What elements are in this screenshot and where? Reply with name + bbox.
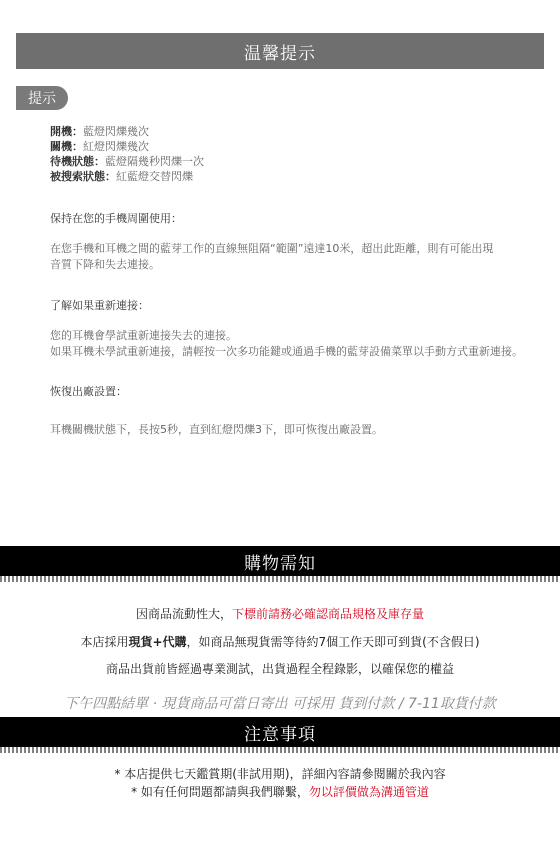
shopping-line-4: 下午四點結單 · 現貨商品可當日寄出 可採用 貨到付款 / 7-11取貨付款 [64, 696, 496, 712]
section-line: 如果耳機未學試重新連接，請輕按一次多功能鍵或通過手機的藍芽設備菜單以手動方式重新連接。 [50, 345, 523, 358]
shopping-line-3: 商品出貨前皆經過專業測試，出貨過程全程錄影，以確保您的權益 [105, 662, 454, 676]
notice-banner [0, 717, 560, 747]
section-heading: 保持在您的手機周圍使用： [50, 212, 182, 225]
section-reset [50, 384, 383, 438]
section-line: 在您手機和耳機之間的藍芽工作的直線無阻隔“範圍”遠達10米，超出此距離，則有可能出現 [50, 242, 494, 255]
page-title-bar [16, 33, 544, 69]
shopping-line-1: 因商品流動性大，下標前請務必確認商品規格及庫存量 [135, 607, 425, 621]
shopping-title: 購物需知 [244, 553, 316, 574]
section-reconnect [50, 298, 523, 360]
shopping-line-2: 本店採用現貨+代購，如商品無現貨需等待約7個工作天即可到貨(不含假日) [80, 635, 480, 649]
led-status-row: 開機：藍燈閃爍幾次 [50, 125, 149, 138]
section-heading: 了解如果重新連接： [50, 299, 149, 312]
section-range [50, 211, 493, 273]
section-line: 您的耳機會學試重新連接失去的連接。 [50, 329, 237, 342]
tip-tag [16, 86, 68, 110]
led-status-row: 被搜索狀態：紅藍燈交替閃爍 [50, 170, 193, 183]
led-status-row: 關機：紅燈閃爍幾次 [50, 140, 149, 153]
section-heading: 恢復出廠設置： [50, 385, 127, 398]
section-line: 耳機關機狀態下，長按5秒，直到紅燈閃爍3下，即可恢復出廠設置。 [50, 423, 383, 436]
tip-tag-label: 提示 [28, 91, 56, 107]
shopping-banner [0, 546, 560, 576]
notice-line-1: * 本店提供七天鑑賞期(非試用期)，詳細內容請參閱關於我內容 [114, 767, 446, 781]
notice-line-2: * 如有任何問題都請與我們聯繫，勿以評價做為溝通管道 [131, 785, 429, 799]
led-status-row: 待機狀態：藍燈隔幾秒閃爍一次 [50, 155, 204, 168]
led-status-list [50, 124, 550, 184]
page-title: 温馨提示 [244, 43, 316, 64]
notice-title: 注意事項 [244, 724, 316, 745]
section-line: 音質下降和失去連接。 [50, 258, 160, 271]
